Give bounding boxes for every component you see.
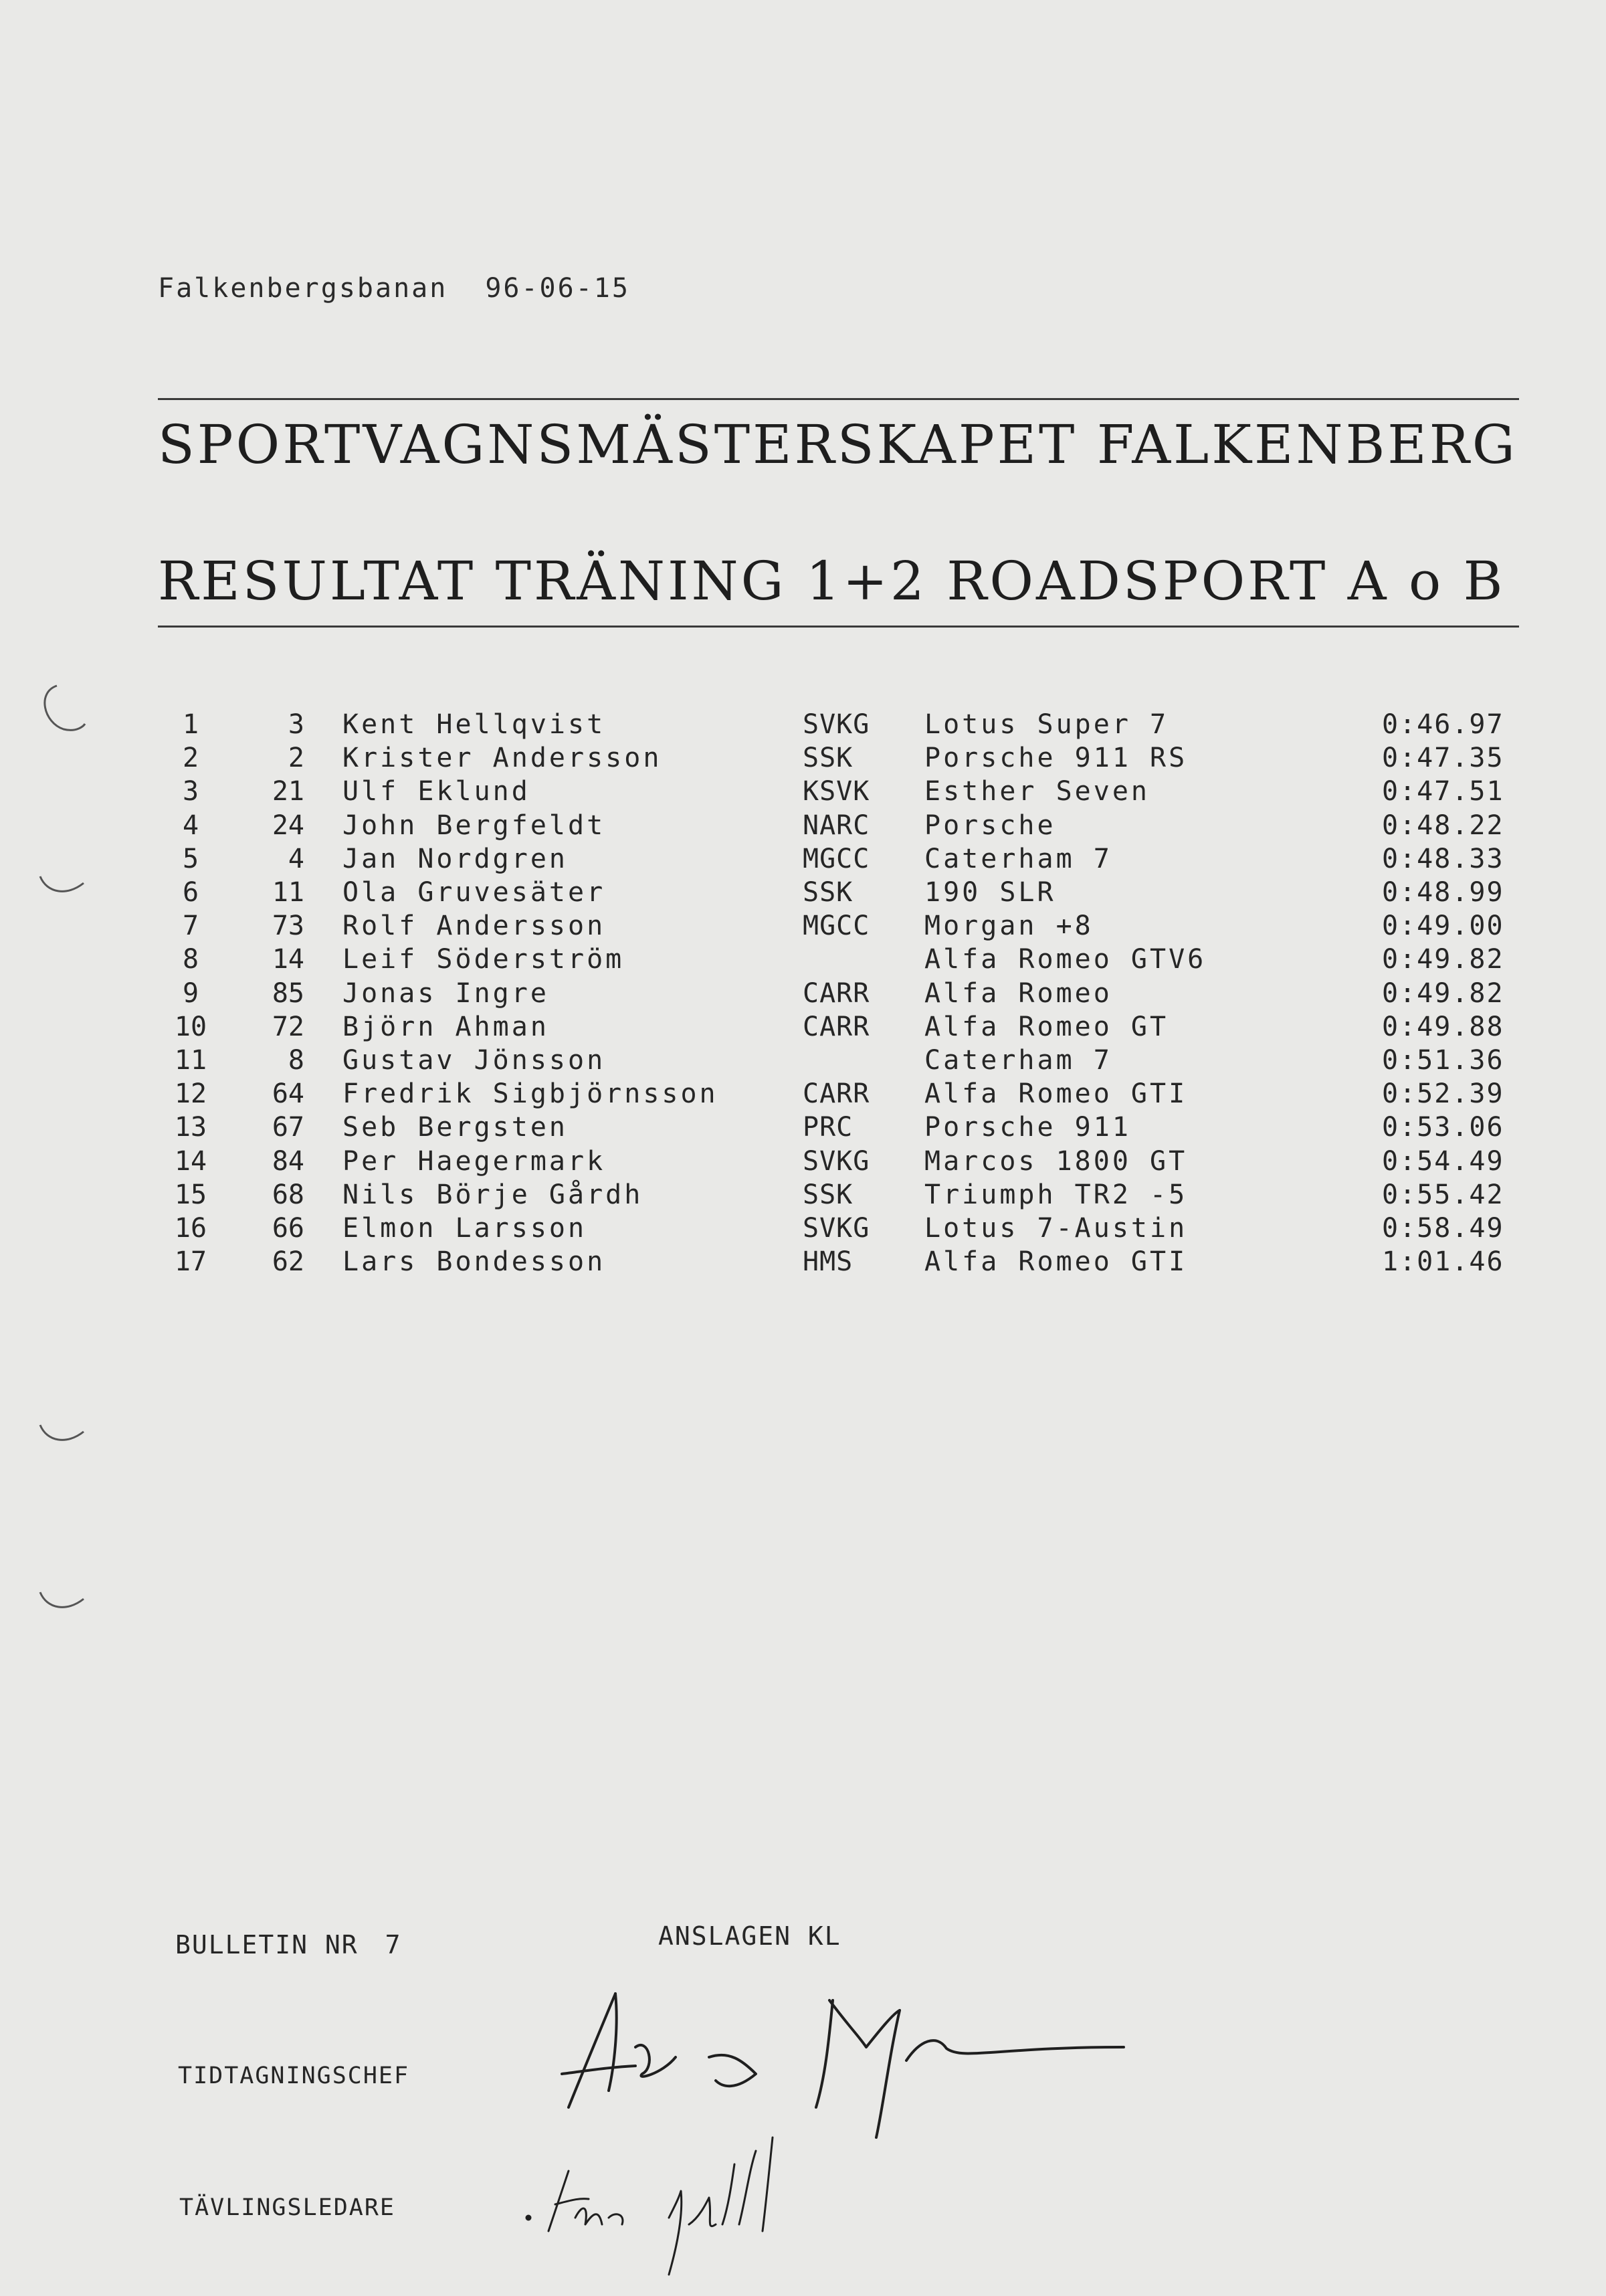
result-time: 0:47.35 [1382, 743, 1504, 774]
result-time: 1:01.46 [1382, 1246, 1504, 1278]
result-car: Lotus 7-Austin [924, 1213, 1188, 1244]
result-driver: Ola Gruvesäter [342, 877, 606, 908]
result-driver: Per Haegermark [342, 1145, 606, 1177]
result-time: 0:46.97 [1382, 709, 1504, 740]
venue-name: Falkenbergsbanan [158, 273, 448, 304]
result-car: Caterham 7 [924, 1045, 1112, 1076]
timing-chief-signature [535, 1974, 1137, 2147]
result-car-number: 85 [272, 977, 304, 1009]
result-position: 14 [174, 1145, 207, 1177]
result-driver: Fredrik Sigbjörnsson [342, 1078, 718, 1110]
result-row [0, 810, 1606, 844]
result-row [0, 1213, 1606, 1246]
punch-hole-mark [30, 676, 90, 749]
result-position: 4 [182, 809, 199, 841]
result-driver: Ulf Eklund [342, 776, 530, 807]
event-date: 96-06-15 [485, 273, 630, 304]
result-club: NARC [803, 809, 870, 841]
result-time: 0:58.49 [1382, 1213, 1504, 1244]
page-title: SPORTVAGNSMÄSTERSKAPET FALKENBERG [158, 413, 1518, 476]
result-position: 3 [182, 776, 199, 807]
result-car: Alfa Romeo GTV6 [924, 944, 1207, 975]
posted-time-label: ANSLAGEN KL [658, 1921, 841, 1951]
result-car-number: 2 [288, 743, 304, 774]
result-car: Caterham 7 [924, 843, 1112, 874]
result-row [0, 743, 1606, 776]
result-driver: Kent Hellqvist [342, 709, 606, 740]
result-car-number: 62 [272, 1246, 304, 1278]
result-position: 10 [174, 1011, 207, 1042]
result-car-number: 3 [288, 709, 304, 740]
result-time: 0:48.99 [1382, 877, 1504, 908]
result-position: 7 [182, 911, 199, 942]
page-subtitle: RESULTAT TRÄNING 1+2 ROADSPORT A o B [158, 550, 1506, 612]
result-position: 5 [182, 843, 199, 874]
result-car-number: 66 [272, 1213, 304, 1244]
result-position: 8 [182, 944, 199, 975]
result-club: KSVK [803, 776, 870, 807]
result-row [0, 844, 1606, 877]
result-club: MGCC [803, 843, 870, 874]
result-car: Morgan +8 [924, 911, 1094, 942]
result-car: 190 SLR [924, 877, 1056, 908]
result-time: 0:55.42 [1382, 1179, 1504, 1210]
result-car-number: 67 [272, 1112, 304, 1143]
result-driver: John Bergfeldt [342, 809, 606, 841]
punch-hole-mark [30, 863, 90, 917]
result-car: Marcos 1800 GT [924, 1145, 1188, 1177]
result-position: 17 [174, 1246, 207, 1278]
result-car-number: 4 [288, 843, 304, 874]
result-driver: Jonas Ingre [342, 977, 549, 1009]
result-car: Triumph TR2 -5 [924, 1179, 1188, 1210]
result-position: 1 [182, 709, 199, 740]
result-time: 0:49.82 [1382, 944, 1504, 975]
result-driver: Nils Börje Gårdh [342, 1179, 643, 1210]
result-driver: Lars Bondesson [342, 1246, 606, 1278]
result-row [0, 776, 1606, 809]
venue-line [158, 273, 630, 304]
result-position: 2 [182, 743, 199, 774]
result-row [0, 944, 1606, 977]
result-row [0, 709, 1606, 743]
result-driver: Gustav Jönsson [342, 1045, 606, 1076]
result-time: 0:53.06 [1382, 1112, 1504, 1143]
result-row [0, 1179, 1606, 1213]
result-club: MGCC [803, 911, 870, 942]
result-car: Alfa Romeo GTI [924, 1246, 1188, 1278]
bulletin-line [175, 1930, 402, 1959]
result-club: CARR [803, 977, 870, 1009]
result-time: 0:52.39 [1382, 1078, 1504, 1110]
result-car: Porsche 911 RS [924, 743, 1188, 774]
result-club: CARR [803, 1078, 870, 1110]
result-time: 0:49.88 [1382, 1011, 1504, 1042]
result-position: 11 [174, 1045, 207, 1076]
result-time: 0:49.00 [1382, 911, 1504, 942]
result-driver: Björn Ahman [342, 1011, 549, 1042]
bulletin-number: 7 [385, 1930, 402, 1959]
result-time: 0:54.49 [1382, 1145, 1504, 1177]
punch-hole-mark [30, 1579, 90, 1632]
title-rule-top [158, 398, 1519, 400]
result-car-number: 73 [272, 911, 304, 942]
result-club: CARR [803, 1011, 870, 1042]
result-row [0, 1045, 1606, 1078]
race-director-signature [508, 2124, 829, 2278]
result-driver: Krister Andersson [342, 743, 662, 774]
result-club: SSK [803, 743, 854, 774]
result-car: Alfa Romeo [924, 977, 1112, 1009]
punch-hole-mark [30, 1412, 90, 1465]
bulletin-label: BULLETIN NR [175, 1930, 359, 1959]
result-time: 0:49.82 [1382, 977, 1504, 1009]
result-car-number: 68 [272, 1179, 304, 1210]
result-car: Esther Seven [924, 776, 1150, 807]
result-position: 13 [174, 1112, 207, 1143]
result-car-number: 21 [272, 776, 304, 807]
result-club: SVKG [803, 1213, 870, 1244]
result-car-number: 64 [272, 1078, 304, 1110]
result-time: 0:51.36 [1382, 1045, 1504, 1076]
result-driver: Seb Bergsten [342, 1112, 568, 1143]
result-car: Porsche [924, 809, 1056, 841]
result-row [0, 911, 1606, 944]
result-position: 6 [182, 877, 199, 908]
result-club: SVKG [803, 709, 870, 740]
title-rule-bottom [158, 626, 1519, 628]
result-row [0, 1112, 1606, 1145]
result-driver: Jan Nordgren [342, 843, 568, 874]
result-time: 0:48.33 [1382, 843, 1504, 874]
result-driver: Elmon Larsson [342, 1213, 587, 1244]
result-car-number: 8 [288, 1045, 304, 1076]
result-car-number: 14 [272, 944, 304, 975]
result-club: SVKG [803, 1145, 870, 1177]
result-car: Porsche 911 [924, 1112, 1131, 1143]
result-position: 12 [174, 1078, 207, 1110]
result-car-number: 84 [272, 1145, 304, 1177]
result-position: 15 [174, 1179, 207, 1210]
result-position: 16 [174, 1213, 207, 1244]
result-club: SSK [803, 877, 854, 908]
result-row [0, 1246, 1606, 1280]
result-row [0, 1146, 1606, 1179]
result-car-number: 72 [272, 1011, 304, 1042]
result-row [0, 978, 1606, 1012]
result-car-number: 11 [272, 877, 304, 908]
result-car: Alfa Romeo GT [924, 1011, 1169, 1042]
result-position: 9 [182, 977, 199, 1009]
result-club: HMS [803, 1246, 854, 1278]
result-car: Lotus Super 7 [924, 709, 1169, 740]
result-driver: Leif Söderström [342, 944, 625, 975]
result-row [0, 877, 1606, 911]
result-club: PRC [803, 1112, 854, 1143]
result-driver: Rolf Andersson [342, 911, 606, 942]
timing-chief-label: TIDTAGNINGSCHEF [178, 2063, 410, 2089]
result-row [0, 1078, 1606, 1112]
result-car: Alfa Romeo GTI [924, 1078, 1188, 1110]
race-director-label: TÄVLINGSLEDARE [179, 2194, 396, 2221]
result-time: 0:48.22 [1382, 809, 1504, 841]
result-time: 0:47.51 [1382, 776, 1504, 807]
result-row [0, 1012, 1606, 1045]
result-club: SSK [803, 1179, 854, 1210]
result-car-number: 24 [272, 809, 304, 841]
